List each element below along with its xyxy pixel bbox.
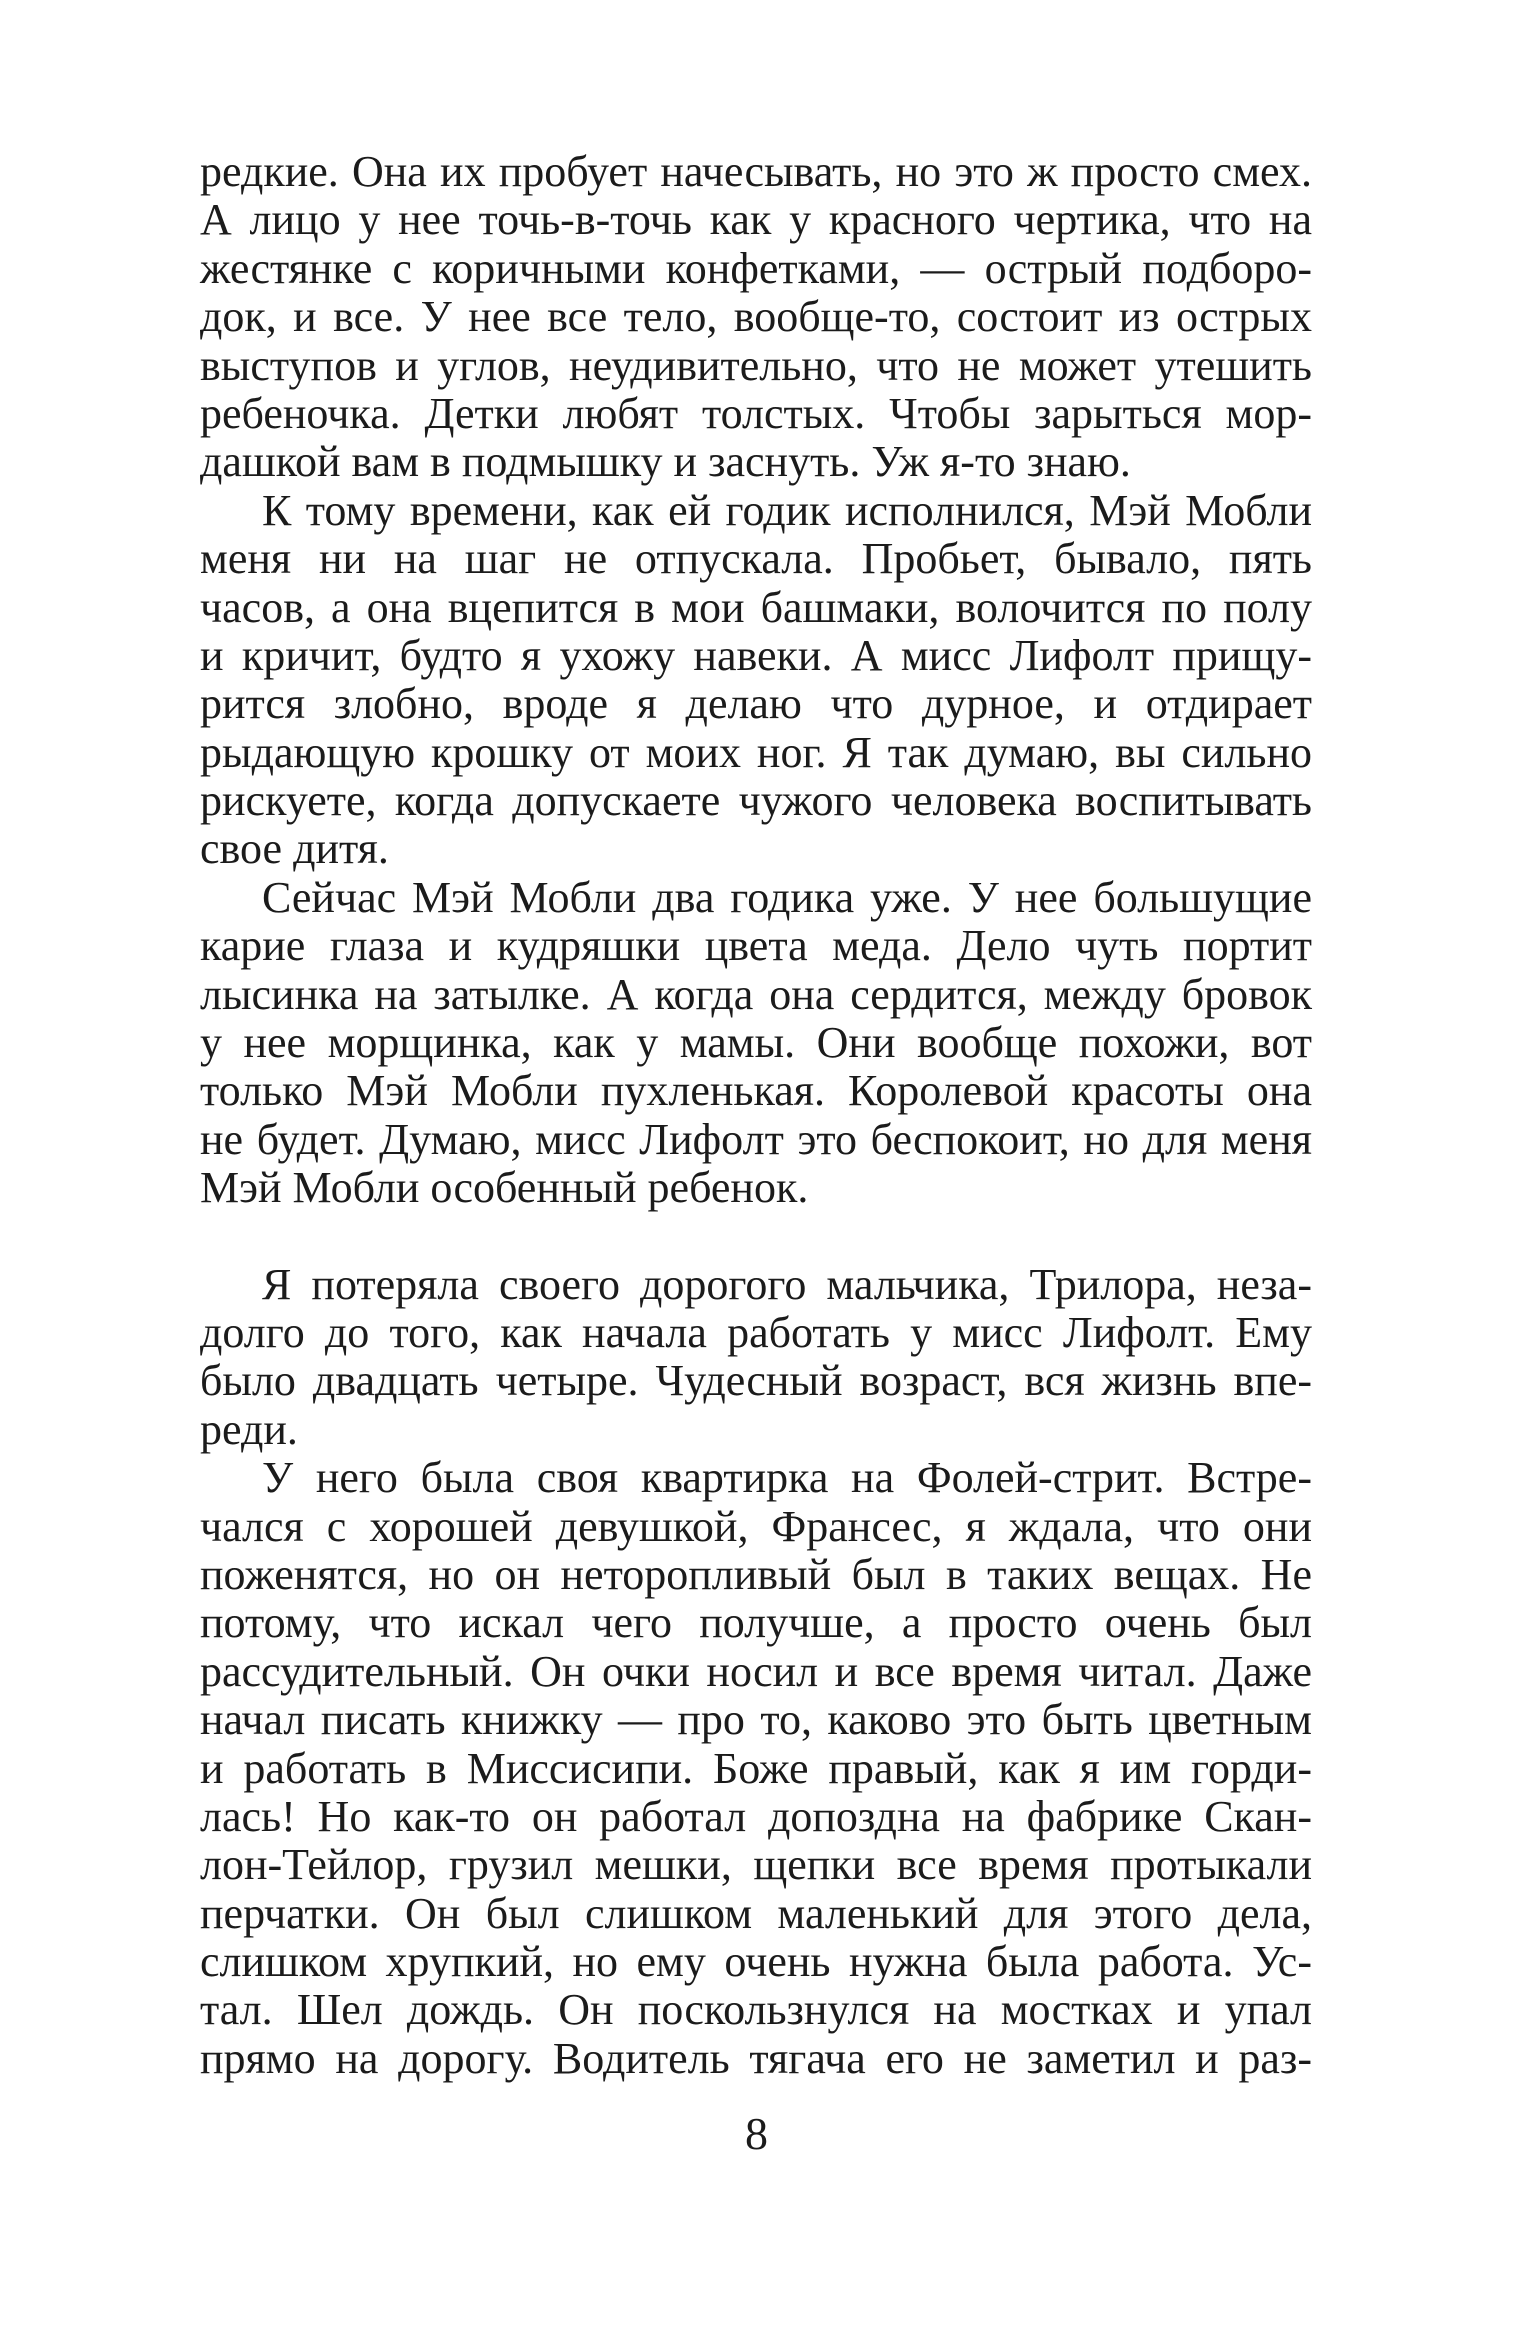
text-line: лон-Тейлор, грузил мешки, щепки все время протыкали (200, 1840, 1312, 1890)
paragraph-2 (200, 487, 1312, 874)
text-line: карие глаза и кудряшки цвета меда. Дело чуть портит (200, 921, 1312, 971)
text-line: прямо на дорогу. Водитель тягача его не заметил и раз- (200, 2033, 1312, 2083)
text-line: дашкой вам в подмышку и заснуть. Уж я-то знаю. (200, 437, 1131, 487)
text-line: поженятся, но он неторопливый был в таких вещах. Не (200, 1549, 1312, 1599)
text-line: и кричит, будто я ухожу навеки. А мисс Лифолт прищу- (200, 630, 1312, 680)
text-line: лась! Но как-то он работал допоздна на фабрике Скан- (200, 1791, 1312, 1841)
text-line: жестянке с коричными конфетками, — острый подборо- (200, 243, 1312, 293)
text-line: слишком хрупкий, но ему очень нужна была работа. Ус- (200, 1937, 1312, 1987)
text-line: меня ни на шаг не отпускала. Пробьет, бывало, пять (200, 534, 1312, 584)
text-line: рыдающую крошку от моих ног. Я так думаю, вы сильно (200, 727, 1312, 777)
text-line: свое дитя. (200, 824, 389, 874)
text-line: тал. Шел дождь. Он поскользнулся на мостках и упал (200, 1985, 1312, 2035)
text-line: перчатки. Он был слишком маленький для этого дела, (200, 1888, 1312, 1938)
text-line: К тому времени, как ей годик исполнился, Мэй Мобли (262, 485, 1312, 535)
book-page (200, 148, 1312, 2083)
text-line: рится злобно, вроде я делаю что дурное, и отдирает (200, 679, 1312, 729)
paragraph-4 (200, 1261, 1312, 1455)
text-line: чался с хорошей девушкой, Франсес, я ждала, что они (200, 1501, 1312, 1551)
paragraph-5 (200, 1454, 1312, 2083)
text-line: рассудительный. Он очки носил и все время читал. Даже (200, 1646, 1312, 1696)
text-line: не будет. Думаю, мисс Лифолт это беспокоит, но для меня (200, 1114, 1312, 1164)
text-line: редкие. Она их пробует начесывать, но это ж просто смех. (200, 147, 1312, 196)
paragraph-3 (200, 874, 1312, 1213)
text-line: Сейчас Мэй Мобли два годика уже. У нее большущие (262, 872, 1312, 922)
text-line: потому, что искал чего получше, а просто очень был (200, 1598, 1312, 1648)
text-line: начал писать книжку — про то, каково это быть цветным (200, 1695, 1312, 1745)
text-line: долго до того, как начала работать у мисс Лифолт. Ему (200, 1307, 1312, 1357)
text-line: рискуете, когда допускаете чужого человека воспитывать (200, 776, 1312, 826)
text-line: Мэй Мобли особенный ребенок. (200, 1163, 809, 1213)
section-break (200, 1213, 1312, 1261)
text-line: У него была своя квартирка на Фолей-стрит. Встре- (262, 1453, 1312, 1503)
text-line: у нее морщинка, как у мамы. Они вообще похожи, вот (200, 1018, 1312, 1068)
text-line: было двадцать четыре. Чудесный возраст, вся жизнь впе- (200, 1356, 1312, 1406)
text-line: лысинка на затылке. А когда она сердится, между бровок (200, 969, 1312, 1019)
text-line: Я потеряла своего дорогого мальчика, Трилора, неза- (262, 1259, 1312, 1309)
paragraph-1 (200, 148, 1312, 487)
text-line: реди. (200, 1404, 298, 1454)
text-line: только Мэй Мобли пухленькая. Королевой красоты она (200, 1066, 1312, 1116)
text-line: А лицо у нее точь-в-точь как у красного чертика, что на (200, 195, 1312, 245)
text-line: часов, а она вцепится в мои башмаки, волочится по полу (200, 582, 1312, 632)
text-line: выступов и углов, неудивительно, что не может утешить (200, 340, 1312, 390)
text-line: док, и все. У нее все тело, вообще-то, состоит из острых (200, 292, 1312, 342)
text-line: ребеночка. Детки любят толстых. Чтобы зарыться мор- (200, 388, 1312, 438)
page-number: 8 (745, 2108, 768, 2159)
text-line: и работать в Миссисипи. Боже правый, как я им горди- (200, 1743, 1312, 1793)
